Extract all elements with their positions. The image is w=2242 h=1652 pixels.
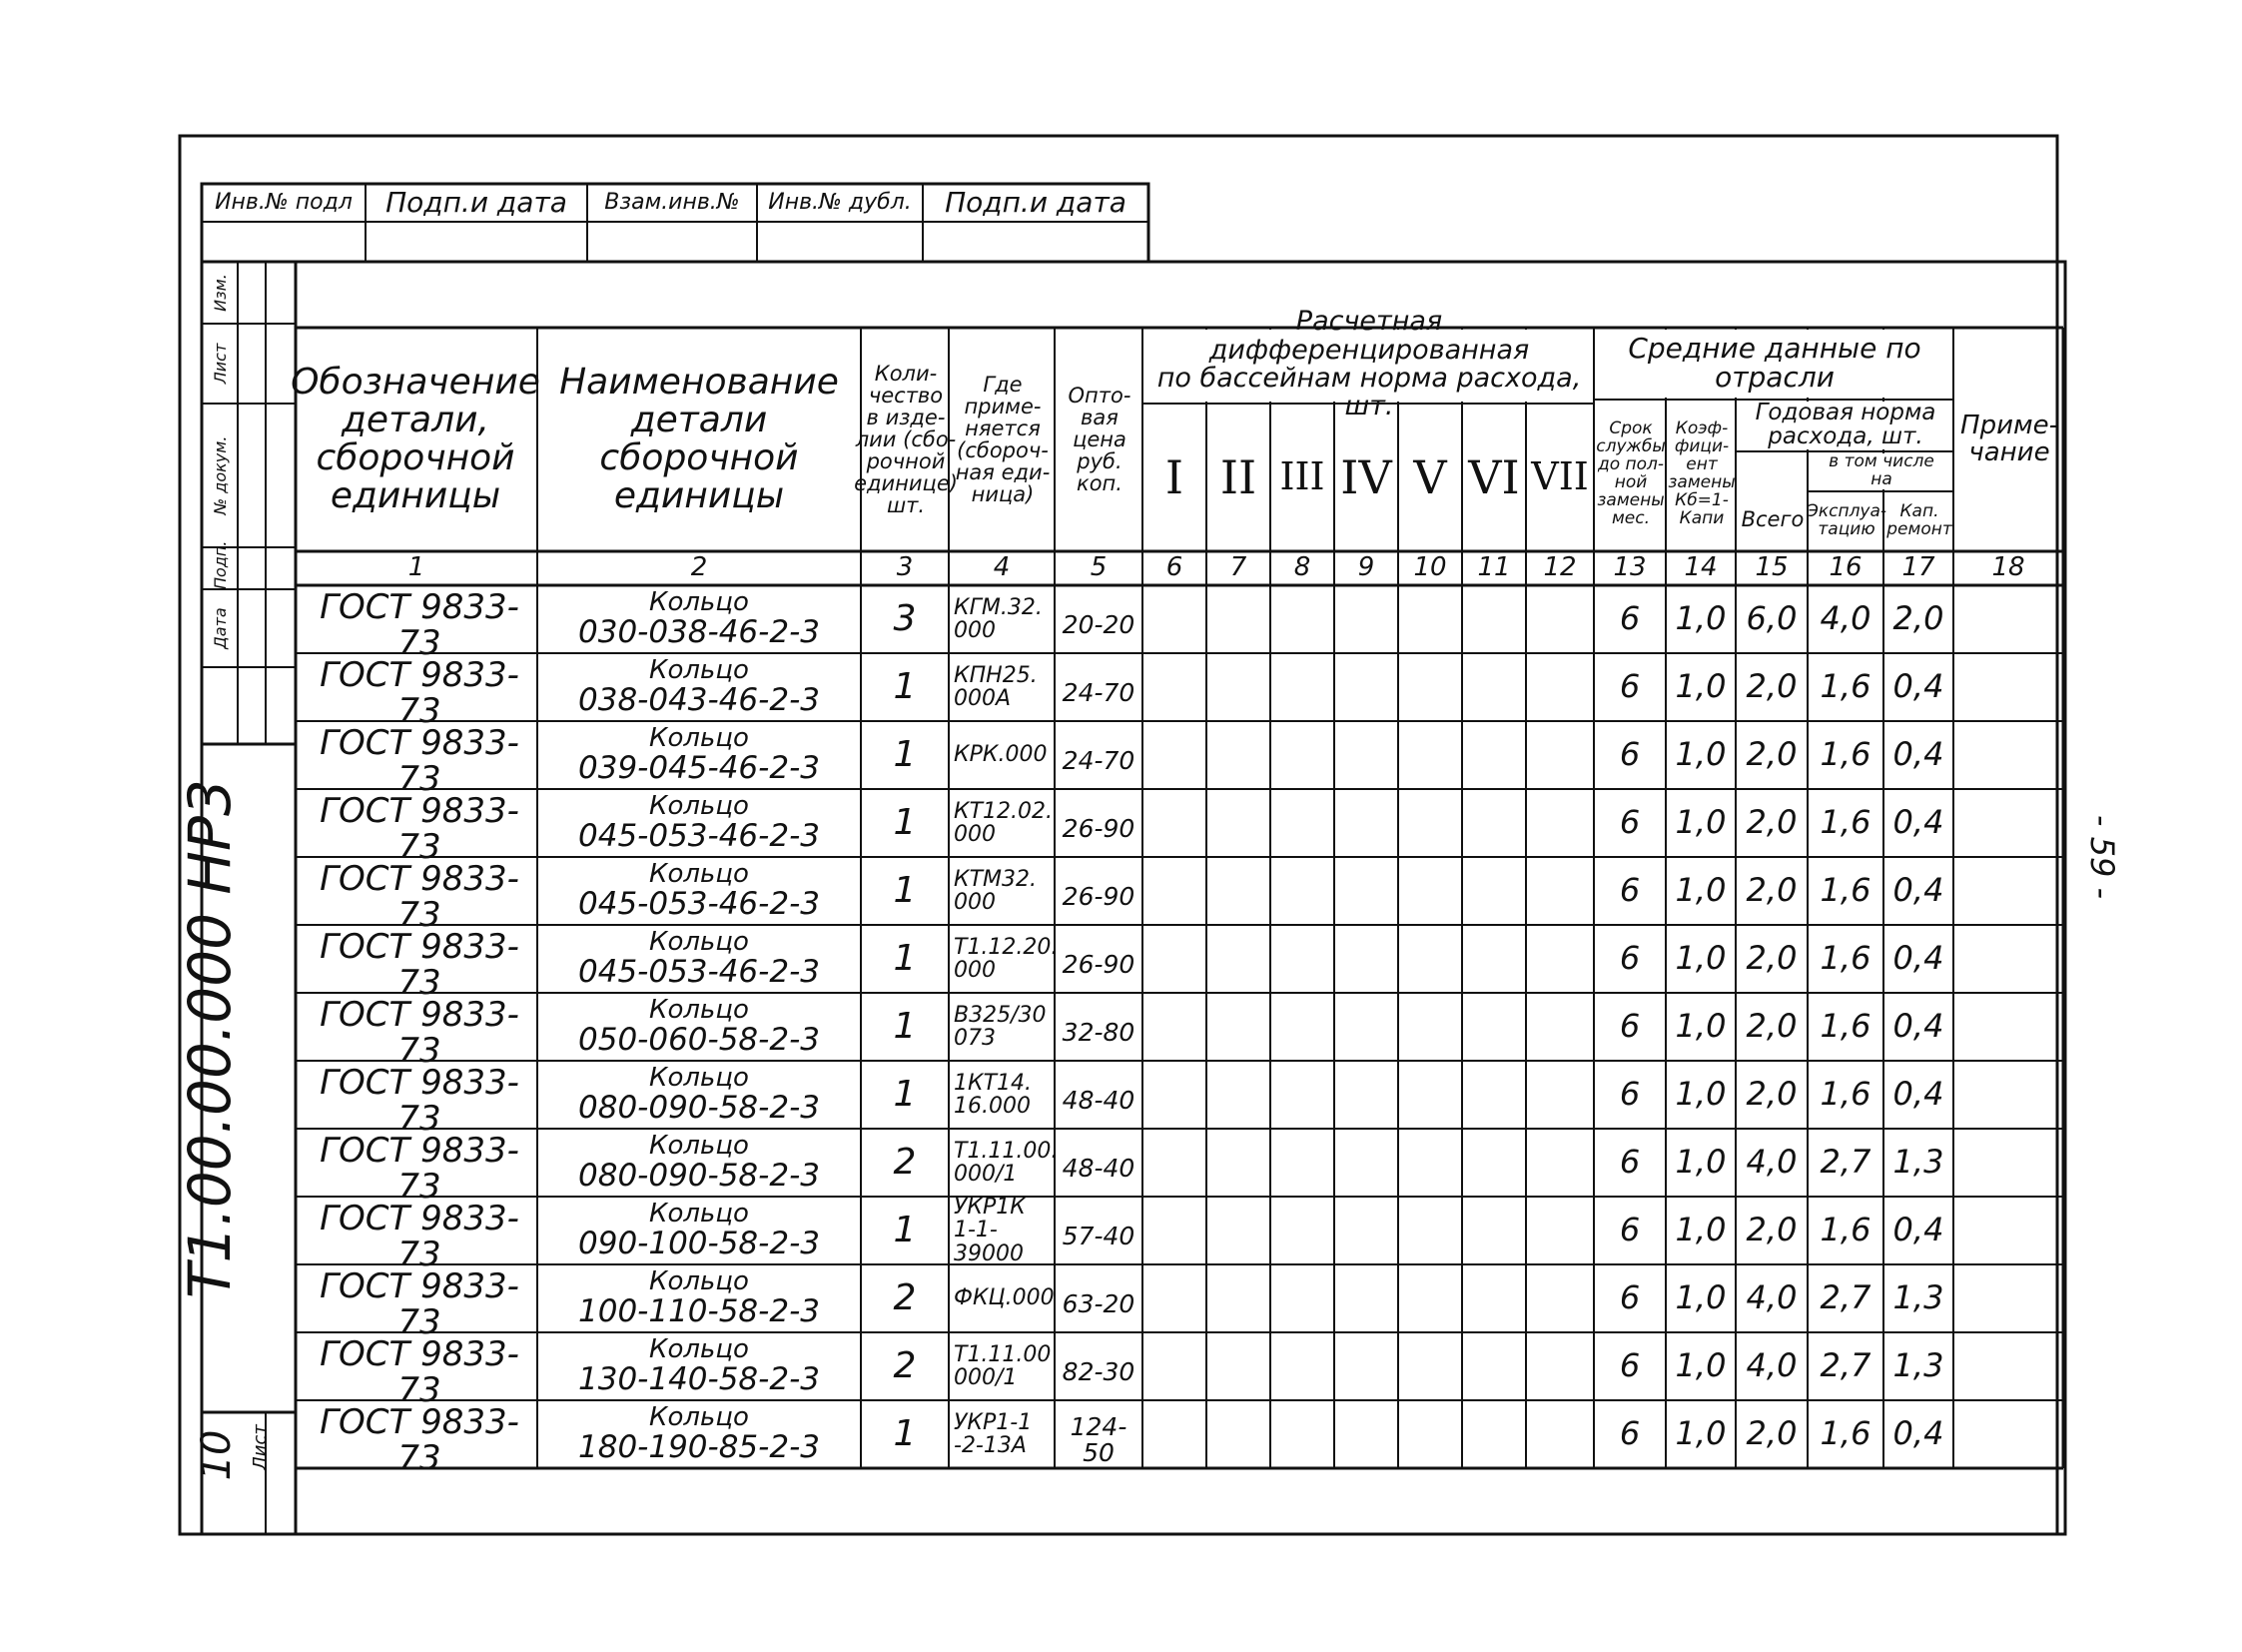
price-cell: 48-40 [1062,1085,1135,1115]
basin-numeral: IV [1340,449,1392,504]
operation-cell: 2,7 [1820,1278,1871,1317]
coef-cell: 1,0 [1675,939,1727,978]
part-name-cell [539,1130,859,1196]
operation-cell: 1,6 [1820,1211,1871,1249]
part-name-cell [539,994,859,1060]
service-life-cell: 6 [1619,1278,1641,1317]
repair-cell: 0,4 [1892,1414,1944,1453]
header-note: Приме- чание [1960,410,2058,467]
designation-cell: ГОСТ 9833-73 [320,1334,519,1410]
operation-cell: 1,6 [1820,803,1871,842]
where-used-cell: КТМ32. 000 [954,866,1038,915]
coef-cell: 1,0 [1675,735,1727,774]
service-life-cell: 6 [1619,1211,1641,1249]
column-number: 12 [1543,552,1577,583]
total-cell: 2,0 [1746,735,1798,774]
total-cell: 4,0 [1746,1278,1798,1317]
operation-cell: 4,0 [1820,599,1871,638]
repair-cell: 1,3 [1892,1278,1944,1317]
quantity-cell: 1 [893,938,917,980]
part-name-line1: Кольцо [649,927,749,958]
operation-cell: 1,6 [1820,1007,1871,1046]
coef-cell: 1,0 [1675,803,1727,842]
quantity-cell: 1 [893,1210,917,1251]
revision-label: Изм. [211,274,230,312]
sheet-number: 10 [194,1429,240,1481]
header-service-life: Срок службы до пол- ной замены мес. [1596,418,1666,528]
operation-cell: 1,6 [1820,667,1871,706]
total-cell: 2,0 [1746,939,1798,978]
price-cell: 82-30 [1062,1356,1135,1386]
repair-cell: 0,4 [1892,803,1944,842]
designation-cell: ГОСТ 9833-73 [320,1402,519,1478]
repair-cell: 0,4 [1892,1211,1944,1249]
part-name-cell [539,654,859,720]
part-name-line2: 045-053-46-2-3 [578,818,820,855]
column-number: 1 [407,552,425,583]
revision-label: № докум. [211,435,230,515]
coef-cell: 1,0 [1675,1143,1727,1182]
part-name-line2: 130-140-58-2-3 [578,1361,820,1398]
designation-cell: ГОСТ 9833-73 [320,859,519,935]
designation-cell: ГОСТ 9833-73 [320,791,519,867]
total-cell: 6,0 [1746,599,1798,638]
service-life-cell: 6 [1619,939,1641,978]
part-name-cell [539,722,859,788]
total-cell: 2,0 [1746,1414,1798,1453]
header-name: Наименование детали сборочной единицы [559,362,839,516]
where-used-cell: Т1.12.20. 000 [954,934,1059,983]
quantity-cell: 1 [893,1074,917,1116]
header-including: в том числе на [1829,451,1934,489]
header-annual-norm: Годовая норма расхода, шт. [1755,399,1936,449]
column-number: 7 [1229,552,1247,583]
column-number: 14 [1684,552,1718,583]
service-life-cell: 6 [1619,1414,1641,1453]
total-cell: 2,0 [1746,1007,1798,1046]
service-life-cell: 6 [1619,1007,1641,1046]
designation-cell: ГОСТ 9833-73 [320,1199,519,1274]
part-name-line2: 045-053-46-2-3 [578,954,820,991]
part-name-line2: 080-090-58-2-3 [578,1090,820,1127]
price-cell: 26-90 [1062,813,1135,843]
part-name-line1: Кольцо [649,1063,749,1094]
total-cell: 2,0 [1746,871,1798,910]
price-cell: 26-90 [1062,949,1135,979]
price-cell: 26-90 [1062,881,1135,911]
operation-cell: 1,6 [1820,939,1871,978]
column-number: 4 [993,552,1011,583]
where-used-cell: Т1.11.00. 000/1 [954,1138,1059,1187]
basin-numeral: II [1219,449,1257,504]
header-replacement-coef: Коэф- фици- ент замены Кб=1- Капи [1668,418,1736,528]
price-cell: 48-40 [1062,1153,1135,1183]
part-name-line1: Кольцо [649,655,749,686]
part-name-line1: Кольцо [649,791,749,822]
operation-cell: 1,6 [1820,1414,1871,1453]
where-used-cell: КГМ.32. 000 [954,594,1043,643]
part-name-line1: Кольцо [649,1402,749,1433]
operation-cell: 2,7 [1820,1143,1871,1182]
repair-cell: 2,0 [1892,599,1944,638]
coef-cell: 1,0 [1675,667,1727,706]
designation-cell: ГОСТ 9833-73 [320,927,519,1003]
part-name-cell [539,790,859,856]
repair-cell: 0,4 [1892,735,1944,774]
part-name-line2: 080-090-58-2-3 [578,1158,820,1195]
designation-cell: ГОСТ 9833-73 [320,1266,519,1342]
quantity-cell: 1 [893,1413,917,1455]
part-name-cell [539,926,859,992]
where-used-cell: 1КТ14. 16.000 [954,1070,1033,1119]
total-cell: 2,0 [1746,1211,1798,1249]
service-life-cell: 6 [1619,1075,1641,1114]
quantity-cell: 1 [893,870,917,912]
repair-cell: 0,4 [1892,667,1944,706]
part-name-line1: Кольцо [649,859,749,890]
basin-numeral: V [1413,449,1447,504]
part-name-cell [539,1198,859,1263]
total-cell: 2,0 [1746,667,1798,706]
part-name-cell [539,586,859,652]
where-used-cell: В325/30 073 [954,1002,1047,1051]
quantity-cell: 1 [893,666,917,708]
repair-cell: 0,4 [1892,1075,1944,1114]
stamp-label: Инв.№ дубл. [768,190,912,216]
quantity-cell: 2 [893,1345,917,1387]
price-cell: 24-70 [1062,745,1135,775]
coef-cell: 1,0 [1675,1211,1727,1249]
column-number: 13 [1613,552,1647,583]
price-cell: 20-20 [1062,609,1135,639]
header-capital-repair: Кап. ремонт [1886,501,1952,539]
part-name-line2: 039-045-46-2-3 [578,750,820,787]
header-where-used: Где приме- няется (сбороч- ная еди- ница) [955,372,1051,507]
where-used-cell: КТ12.02. 000 [954,798,1054,847]
where-used-cell: Т1.11.00 000/1 [954,1341,1052,1390]
operation-cell: 1,6 [1820,1075,1871,1114]
repair-cell: 0,4 [1892,1007,1944,1046]
service-life-cell: 6 [1619,1143,1641,1182]
revision-label: Дата [211,607,230,649]
part-name-line2: 038-043-46-2-3 [578,682,820,719]
part-name-line2: 180-190-85-2-3 [578,1429,820,1466]
quantity-cell: 2 [893,1277,917,1319]
where-used-cell: КРК.000 [954,742,1048,768]
part-name-cell [539,1401,859,1467]
part-name-line1: Кольцо [649,1131,749,1162]
header-operation: Эксплуа- тацию [1806,501,1887,539]
header-basin-norm: Расчетная дифференцированная по бассейнам норма расхода, шт. [1156,306,1582,422]
header-total: Всего [1741,506,1805,531]
part-name-line1: Кольцо [649,1334,749,1365]
designation-cell: ГОСТ 9833-73 [320,1063,519,1139]
stamp-label: Подп.и дата [385,186,567,220]
service-life-cell: 6 [1619,735,1641,774]
basin-numeral: I [1164,449,1184,504]
basin-numeral: VI [1468,449,1520,504]
part-name-cell [539,1062,859,1128]
operation-cell: 1,6 [1820,871,1871,910]
part-name-line1: Кольцо [649,723,749,754]
revision-label: Лист [211,343,230,385]
column-number: 2 [690,552,708,583]
stamp-label: Взам.инв.№ [604,190,740,216]
where-used-cell: КПН25. 000А [954,662,1038,711]
column-number: 17 [1901,552,1935,583]
designation-cell: ГОСТ 9833-73 [320,587,519,663]
coef-cell: 1,0 [1675,871,1727,910]
designation-cell: ГОСТ 9833-73 [320,655,519,731]
designation-cell: ГОСТ 9833-73 [320,723,519,799]
price-cell: 24-70 [1062,677,1135,707]
service-life-cell: 6 [1619,871,1641,910]
coef-cell: 1,0 [1675,1278,1727,1317]
service-life-cell: 6 [1619,667,1641,706]
column-number: 11 [1477,552,1511,583]
header-price: Опто- вая цена руб. коп. [1068,383,1131,496]
part-name-line2: 090-100-58-2-3 [578,1226,820,1262]
page-number: - 59 - [2083,814,2121,900]
column-number: 10 [1413,552,1447,583]
header-designation: Обозначение детали, сборочной единицы [291,362,540,516]
part-name-line1: Кольцо [649,587,749,618]
operation-cell: 2,7 [1820,1346,1871,1385]
where-used-cell: УКР1-1 -2-13А [954,1409,1033,1458]
quantity-cell: 1 [893,734,917,776]
coef-cell: 1,0 [1675,1346,1727,1385]
service-life-cell: 6 [1619,1346,1641,1385]
stamp-label: Подп.и дата [945,186,1126,220]
column-number: 5 [1090,552,1108,583]
quantity-cell: 3 [893,598,917,640]
revision-label: Подп. [211,540,230,589]
operation-cell: 1,6 [1820,735,1871,774]
stamp-label: Инв.№ подл [215,190,353,216]
column-number: 8 [1293,552,1311,583]
header-industry-avg: Средние данные по отрасли [1628,331,1921,394]
column-number: 3 [896,552,914,583]
where-used-cell: УКР1К 1-1-39000 [954,1195,1026,1266]
part-name-cell [539,1333,859,1399]
part-name-cell [539,858,859,924]
total-cell: 4,0 [1746,1143,1798,1182]
header-quantity: Коли- чество в изде- лии (сбо- рочной единице) шт. [854,361,958,518]
price-cell: 124-50 [1070,1411,1127,1467]
quantity-cell: 1 [893,1006,917,1048]
coef-cell: 1,0 [1675,1075,1727,1114]
quantity-cell: 2 [893,1142,917,1184]
part-name-cell [539,1265,859,1331]
repair-cell: 1,3 [1892,1143,1944,1182]
service-life-cell: 6 [1619,599,1641,638]
designation-cell: ГОСТ 9833-73 [320,995,519,1071]
part-name-line1: Кольцо [649,995,749,1026]
part-name-line1: Кольцо [649,1199,749,1230]
basin-numeral: VII [1531,454,1589,499]
column-number: 18 [1991,552,2025,583]
document-code: Т1.00.00.000 НР3 [176,779,244,1298]
coef-cell: 1,0 [1675,1414,1727,1453]
part-name-line2: 030-038-46-2-3 [578,614,820,651]
column-number: 15 [1755,552,1789,583]
repair-cell: 1,3 [1892,1346,1944,1385]
part-name-line2: 045-053-46-2-3 [578,886,820,923]
designation-cell: ГОСТ 9833-73 [320,1131,519,1207]
column-number: 16 [1829,552,1863,583]
quantity-cell: 1 [893,802,917,844]
part-name-line2: 100-110-58-2-3 [578,1293,820,1330]
where-used-cell: ФКЦ.000 [954,1285,1055,1311]
coef-cell: 1,0 [1675,599,1727,638]
total-cell: 4,0 [1746,1346,1798,1385]
basin-numeral: III [1279,454,1325,499]
column-number: 9 [1357,552,1375,583]
service-life-cell: 6 [1619,803,1641,842]
price-cell: 32-80 [1062,1017,1135,1047]
sheet-label: Лист [250,1424,271,1470]
coef-cell: 1,0 [1675,1007,1727,1046]
price-cell: 63-20 [1062,1288,1135,1318]
repair-cell: 0,4 [1892,939,1944,978]
total-cell: 2,0 [1746,1075,1798,1114]
repair-cell: 0,4 [1892,871,1944,910]
column-number: 6 [1165,552,1183,583]
total-cell: 2,0 [1746,803,1798,842]
part-name-line1: Кольцо [649,1266,749,1297]
price-cell: 57-40 [1062,1221,1135,1250]
part-name-line2: 050-060-58-2-3 [578,1022,820,1059]
